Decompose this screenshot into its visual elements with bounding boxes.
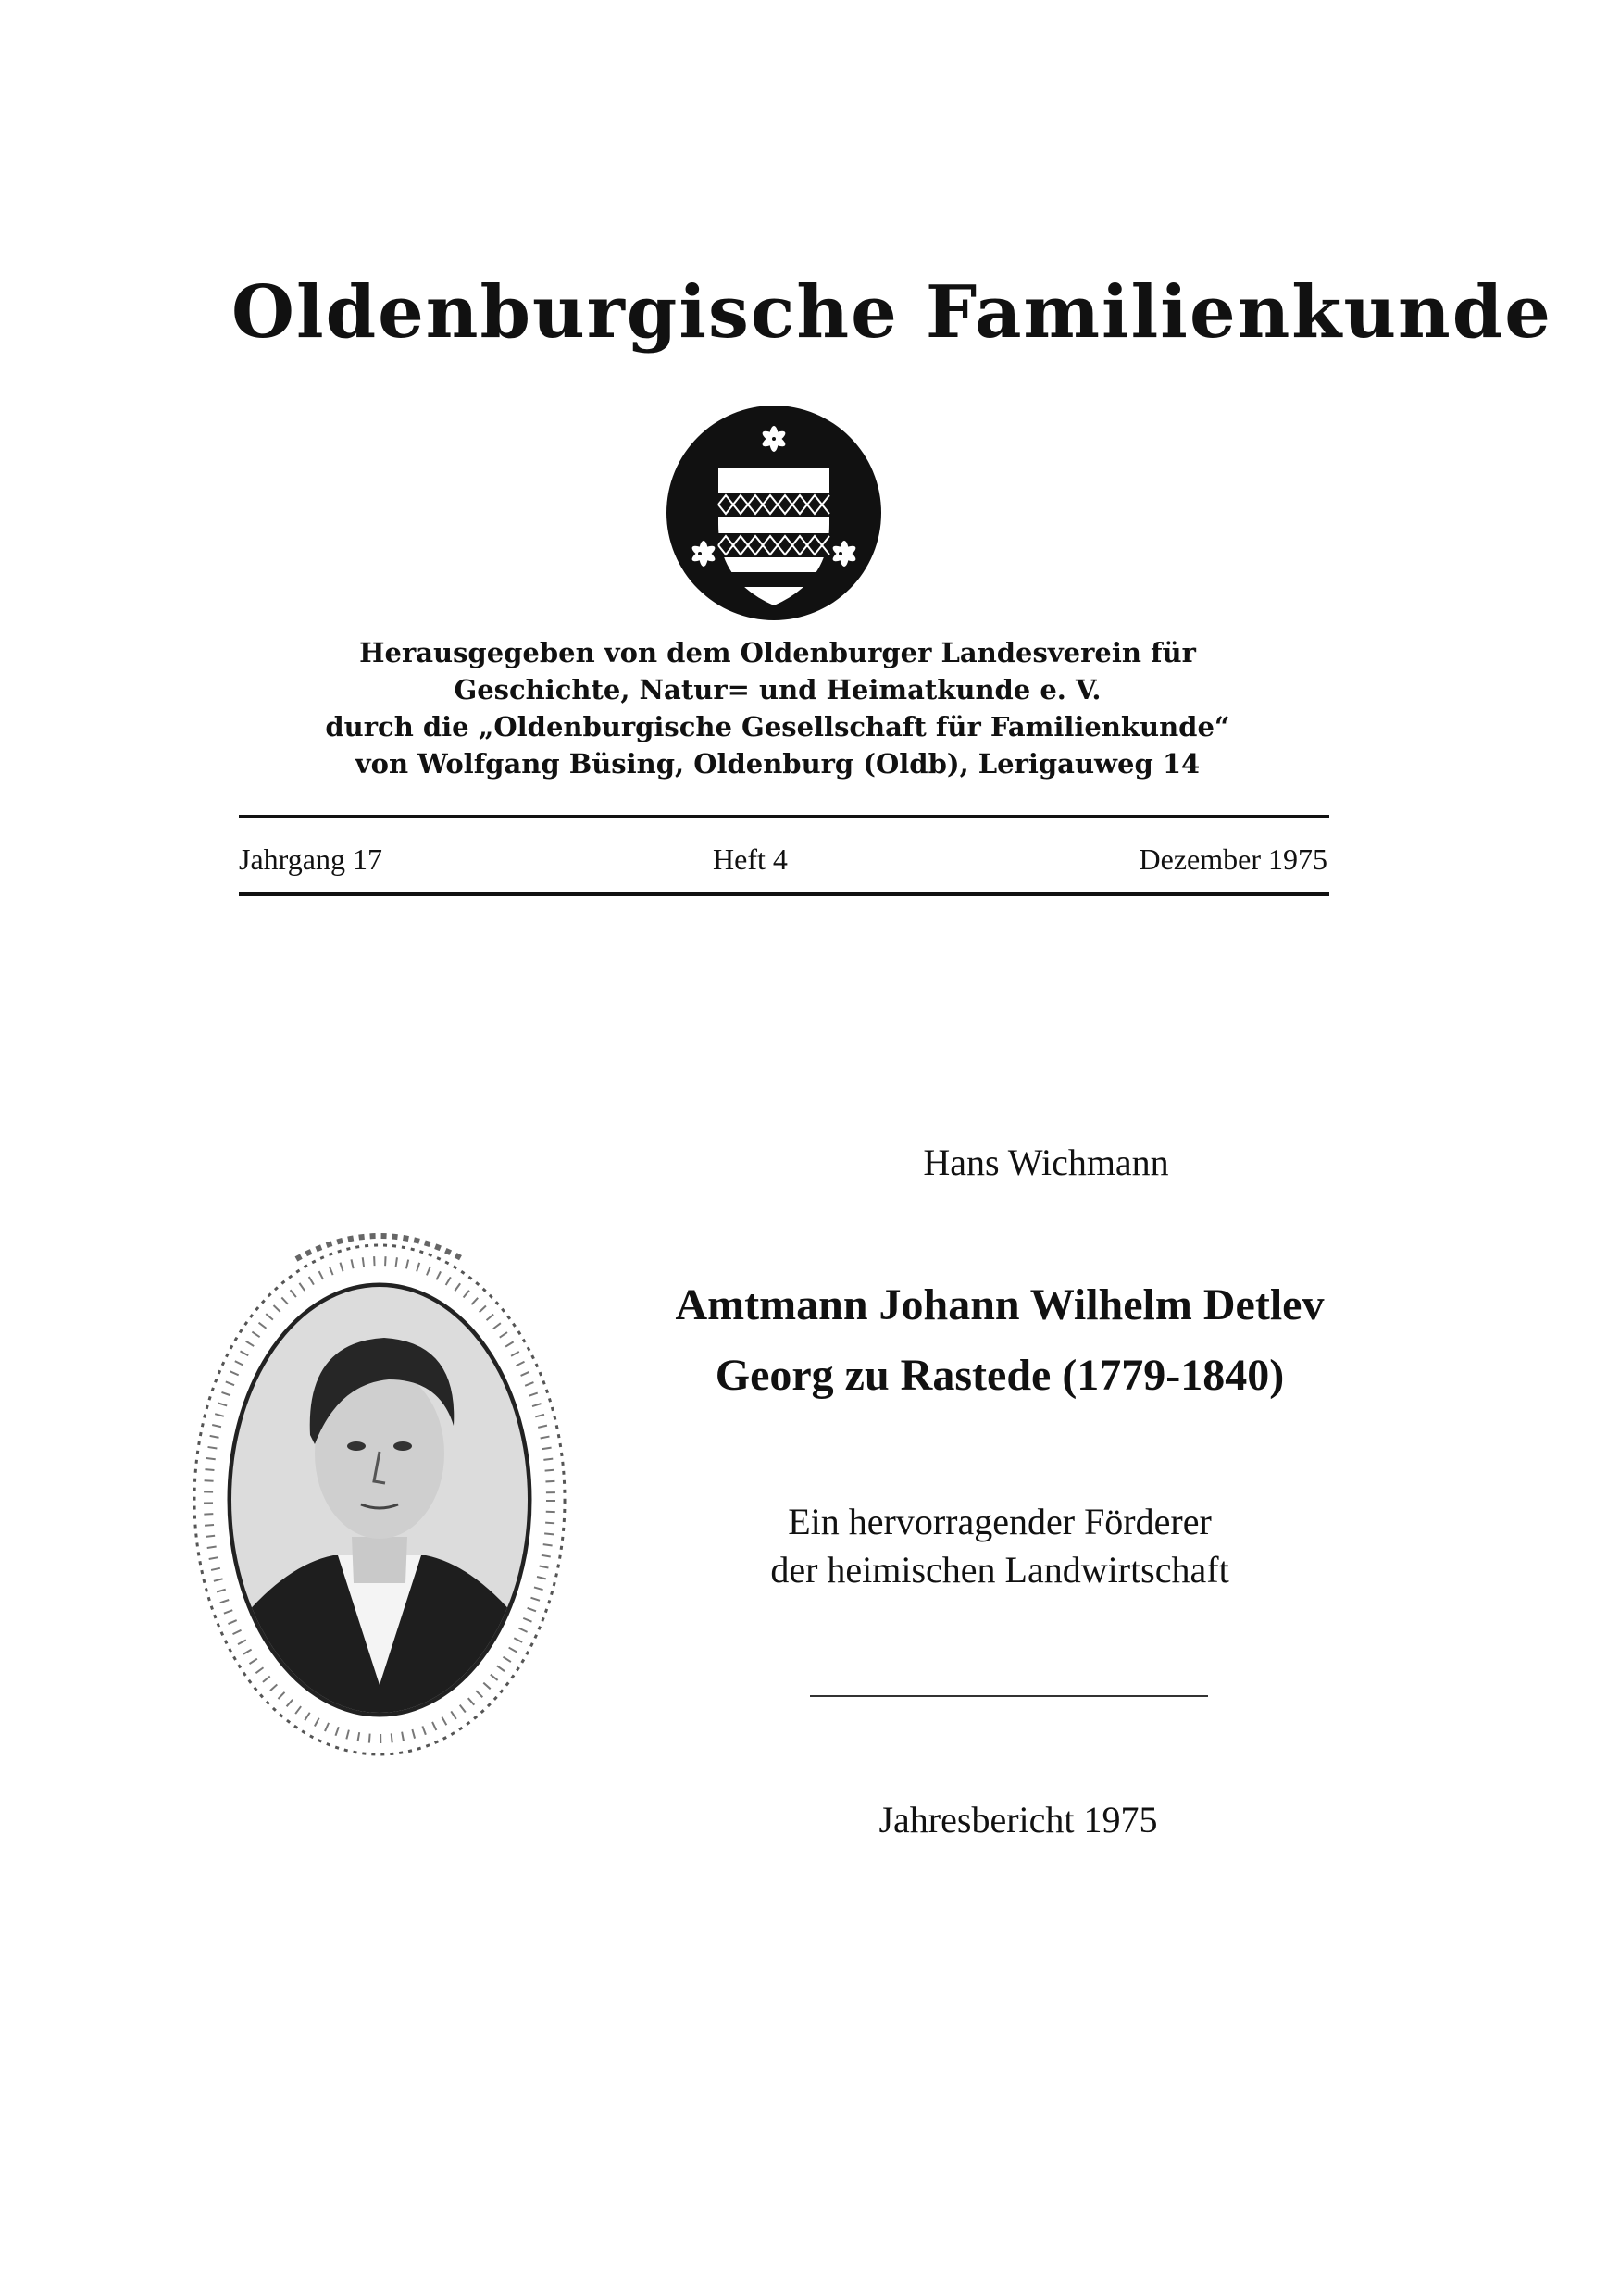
issue-number: Heft 4 (713, 842, 788, 876)
article-subtitle (648, 1498, 1352, 1594)
publisher-line: durch die „Oldenburgische Gesellschaft für Familienkunde“ (325, 711, 1230, 742)
journal-title: Oldenburgische Familienkunde (231, 270, 1552, 355)
publisher-line: Herausgegeben von dem Oldenburger Landesverein für (359, 637, 1196, 668)
article-title-line: Georg zu Rastede (1779-1840) (715, 1351, 1285, 1400)
separator-rule (810, 1695, 1208, 1697)
article-title-line: Amtmann Johann Wilhelm Detlev (675, 1280, 1325, 1329)
top-rule (239, 815, 1329, 818)
author-name: Hans Wichmann (923, 1142, 1169, 1183)
article-title (592, 1270, 1407, 1411)
portrait-image (176, 1204, 583, 1778)
issue-date: Dezember 1975 (1139, 842, 1327, 876)
publisher-line: von Wolfgang Büsing, Oldenburg (Oldb), Lerigauweg 14 (355, 748, 1201, 780)
bottom-rule (239, 892, 1329, 896)
coat-of-arms-emblem (665, 404, 883, 622)
subtitle-line: Ein hervorragender Förderer (788, 1501, 1212, 1542)
volume-label: Jahrgang 17 (239, 842, 382, 876)
report-label: Jahresbericht 1975 (878, 1799, 1158, 1841)
publisher-line: Geschichte, Natur= und Heimatkunde e. V. (454, 674, 1102, 705)
subtitle-line: der heimischen Landwirtschaft (770, 1549, 1229, 1591)
